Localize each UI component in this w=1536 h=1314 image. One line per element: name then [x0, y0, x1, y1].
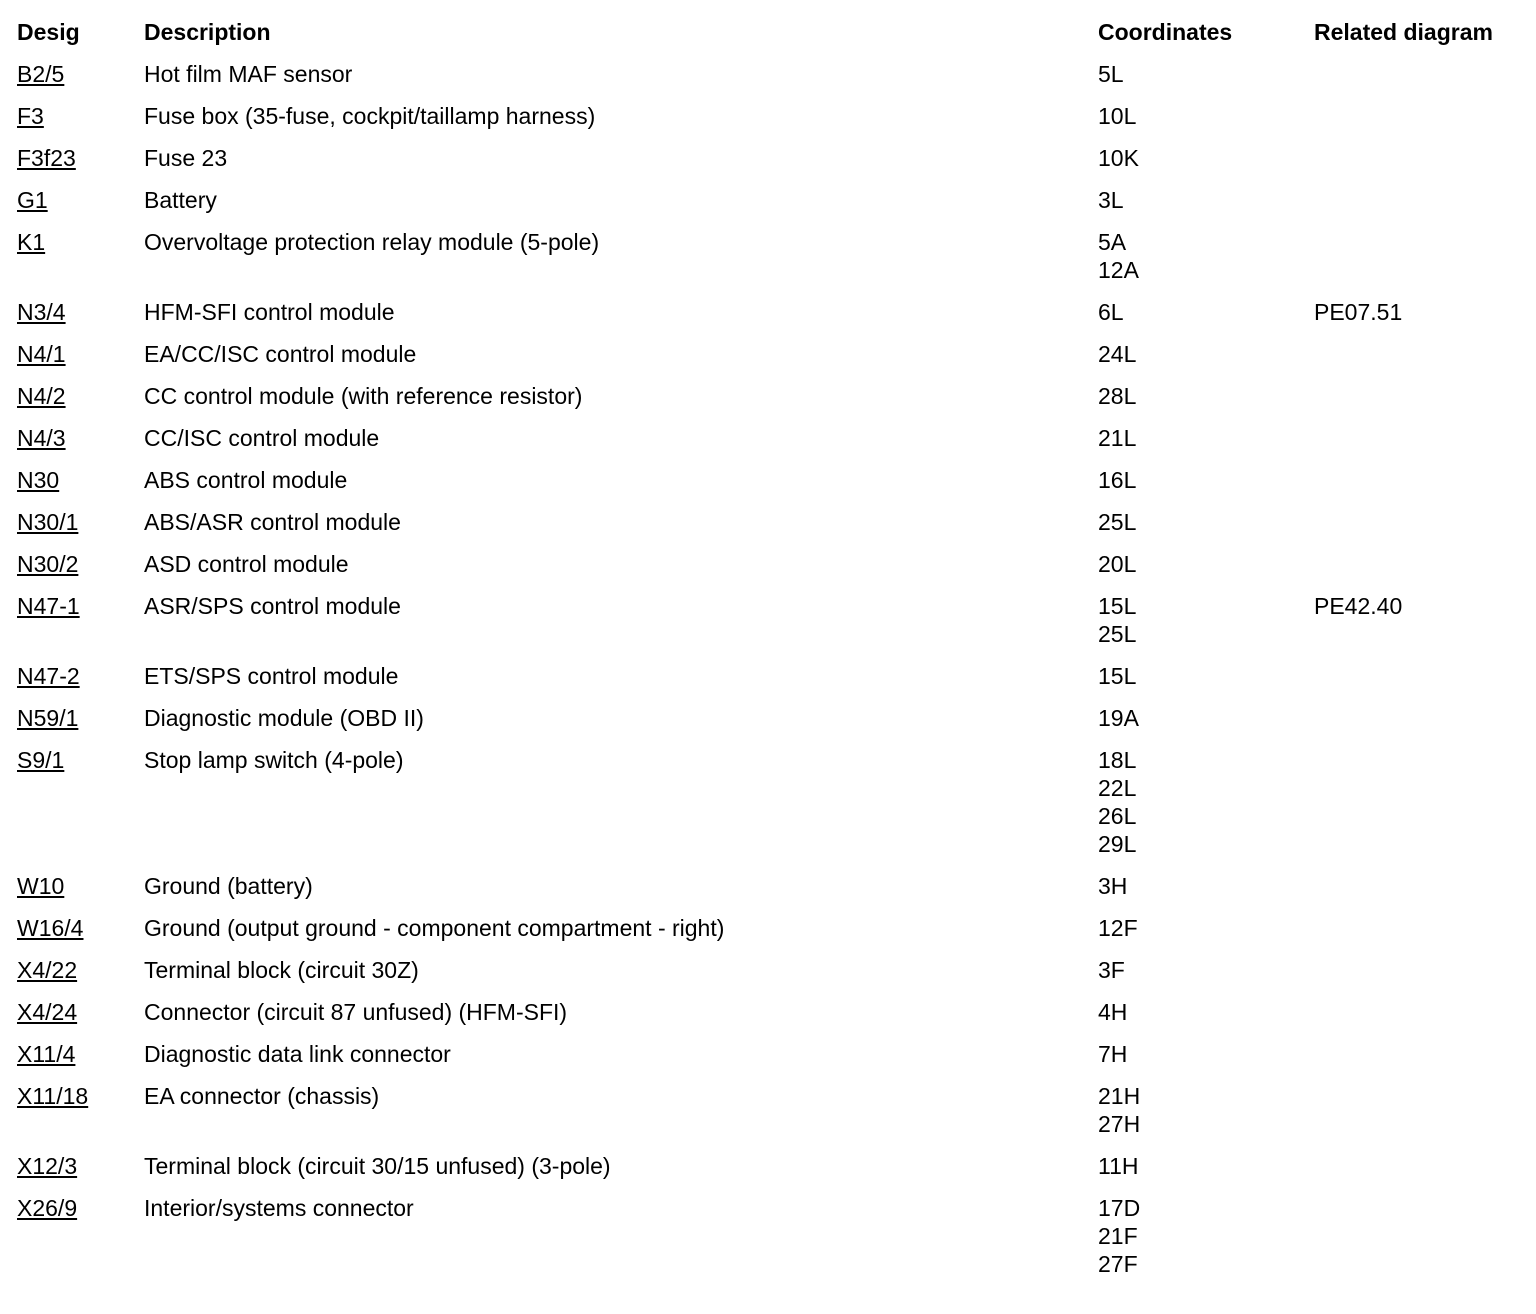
related-diagram-cell	[1314, 872, 1536, 914]
desig-cell	[0, 592, 144, 662]
coordinates-cell	[1098, 1082, 1314, 1152]
description-cell: Connector (circuit 87 unfused) (HFM-SFI)	[144, 999, 568, 1025]
coordinates-cell	[1098, 704, 1314, 746]
coordinates-cell	[1098, 662, 1314, 704]
desig-link[interactable]: N30/1	[17, 509, 79, 535]
description-cell: Stop lamp switch (4-pole)	[144, 747, 404, 773]
desig-link[interactable]: F3	[17, 103, 44, 129]
desig-cell	[0, 60, 144, 102]
coordinate-value: 27F	[1098, 1251, 1138, 1277]
table-row	[0, 914, 1536, 956]
desig-cell	[0, 340, 144, 382]
desig-link[interactable]: N30	[17, 467, 60, 493]
desig-cell	[0, 914, 144, 956]
table-row	[0, 228, 1536, 298]
desig-cell	[0, 1152, 144, 1194]
coordinate-value: 5A	[1098, 229, 1127, 255]
desig-link[interactable]: N47-2	[17, 663, 80, 689]
description-cell: Ground (battery)	[144, 873, 313, 899]
coordinates-cell	[1098, 956, 1314, 998]
desig-link[interactable]: B2/5	[17, 61, 65, 87]
header-desig: Desig	[17, 19, 80, 45]
desig-cell	[0, 550, 144, 592]
coordinates-cell	[1098, 298, 1314, 340]
coordinate-value: 5L	[1098, 61, 1124, 87]
coordinates-cell	[1098, 228, 1314, 298]
description-cell: Diagnostic module (OBD II)	[144, 705, 424, 731]
coordinate-value: 16L	[1098, 467, 1137, 493]
description-cell: Ground (output ground - component compartment - right)	[144, 915, 725, 941]
description-cell: CC control module (with reference resistor)	[144, 383, 583, 409]
table-row	[0, 102, 1536, 144]
coordinate-value: 20L	[1098, 551, 1137, 577]
coordinate-value: 25L	[1098, 509, 1137, 535]
coordinate-value: 12A	[1098, 257, 1139, 283]
table-row	[0, 1194, 1536, 1292]
coordinates-cell	[1098, 186, 1314, 228]
desig-link[interactable]: S9/1	[17, 747, 65, 773]
desig-link[interactable]: N30/2	[17, 551, 79, 577]
coordinate-value: 21F	[1098, 1223, 1138, 1249]
legend-body	[0, 60, 1536, 1292]
coordinate-value: 21L	[1098, 425, 1137, 451]
description-cell: Hot film MAF sensor	[144, 61, 353, 87]
related-diagram-cell	[1314, 956, 1536, 998]
coordinates-cell	[1098, 746, 1314, 872]
table-row	[0, 340, 1536, 382]
table-row	[0, 872, 1536, 914]
desig-link[interactable]: N4/1	[17, 341, 66, 367]
desig-cell	[0, 872, 144, 914]
description-cell: ABS control module	[144, 467, 348, 493]
desig-link[interactable]: N3/4	[17, 299, 66, 325]
description-cell: ETS/SPS control module	[144, 663, 399, 689]
desig-link[interactable]: N4/2	[17, 383, 66, 409]
desig-cell	[0, 1194, 144, 1292]
desig-cell	[0, 102, 144, 144]
desig-cell	[0, 298, 144, 340]
coordinates-cell	[1098, 102, 1314, 144]
desig-link[interactable]: X12/3	[17, 1153, 78, 1179]
related-diagram-cell: PE07.51	[1314, 299, 1403, 325]
description-cell: Interior/systems connector	[144, 1195, 414, 1221]
coordinate-value: 18L	[1098, 747, 1137, 773]
related-diagram-cell	[1314, 704, 1536, 746]
desig-cell	[0, 186, 144, 228]
description-cell: Battery	[144, 187, 217, 213]
coordinates-cell	[1098, 1152, 1314, 1194]
coordinates-cell	[1098, 466, 1314, 508]
desig-cell	[0, 144, 144, 186]
related-diagram-cell	[1314, 228, 1536, 298]
header-coordinates: Coordinates	[1098, 19, 1233, 45]
desig-link[interactable]: F3f23	[17, 145, 76, 171]
coordinates-cell	[1098, 508, 1314, 550]
table-row	[0, 382, 1536, 424]
desig-cell	[0, 704, 144, 746]
related-diagram-cell	[1314, 186, 1536, 228]
coordinate-value: 21H	[1098, 1083, 1141, 1109]
desig-cell	[0, 1040, 144, 1082]
description-cell: Terminal block (circuit 30Z)	[144, 957, 419, 983]
description-cell: CC/ISC control module	[144, 425, 380, 451]
related-diagram-cell	[1314, 340, 1536, 382]
related-diagram-cell	[1314, 1194, 1536, 1292]
description-cell: HFM-SFI control module	[144, 299, 395, 325]
coordinates-cell	[1098, 424, 1314, 466]
coordinates-cell	[1098, 592, 1314, 662]
desig-cell	[0, 998, 144, 1040]
related-diagram-cell	[1314, 382, 1536, 424]
related-diagram-cell	[1314, 662, 1536, 704]
coordinate-value: 10L	[1098, 103, 1137, 129]
description-cell: Overvoltage protection relay module (5-pole)	[144, 229, 600, 255]
table-row	[0, 424, 1536, 466]
coordinates-cell	[1098, 1040, 1314, 1082]
desig-cell	[0, 662, 144, 704]
coordinate-value: 15L	[1098, 663, 1137, 689]
table-row	[0, 704, 1536, 746]
related-diagram-cell	[1314, 1040, 1536, 1082]
coordinates-cell	[1098, 998, 1314, 1040]
related-diagram-cell	[1314, 1152, 1536, 1194]
desig-cell	[0, 228, 144, 298]
related-diagram-cell	[1314, 102, 1536, 144]
description-cell: Fuse box (35-fuse, cockpit/taillamp harness)	[144, 103, 596, 129]
table-row	[0, 144, 1536, 186]
description-cell: Diagnostic data link connector	[144, 1041, 451, 1067]
description-cell: ABS/ASR control module	[144, 509, 401, 535]
table-row	[0, 1082, 1536, 1152]
coordinate-value: 27H	[1098, 1111, 1141, 1137]
related-diagram-cell	[1314, 144, 1536, 186]
coordinates-cell	[1098, 914, 1314, 956]
table-row	[0, 466, 1536, 508]
table-row	[0, 956, 1536, 998]
table-row	[0, 60, 1536, 102]
table-row	[0, 1152, 1536, 1194]
related-diagram-cell	[1314, 508, 1536, 550]
table-row	[0, 998, 1536, 1040]
coordinate-value: 17D	[1098, 1195, 1141, 1221]
related-diagram-cell	[1314, 998, 1536, 1040]
coordinates-cell	[1098, 144, 1314, 186]
coordinates-cell	[1098, 60, 1314, 102]
header-row	[0, 0, 1536, 60]
coordinate-value: 10K	[1098, 145, 1139, 171]
desig-link[interactable]: X4/22	[17, 957, 78, 983]
desig-link[interactable]: W16/4	[17, 915, 84, 941]
coordinate-value: 3F	[1098, 957, 1125, 983]
table-row	[0, 550, 1536, 592]
desig-link[interactable]: N47-1	[17, 593, 80, 619]
description-cell: EA/CC/ISC control module	[144, 341, 417, 367]
header-description: Description	[144, 19, 271, 45]
desig-link[interactable]: N4/3	[17, 425, 66, 451]
related-diagram-cell	[1314, 1082, 1536, 1152]
description-cell: ASD control module	[144, 551, 349, 577]
desig-link[interactable]: K1	[17, 229, 46, 255]
coordinate-value: 12F	[1098, 915, 1138, 941]
coordinate-value: 25L	[1098, 621, 1137, 647]
desig-cell	[0, 956, 144, 998]
coordinate-value: 7H	[1098, 1041, 1128, 1067]
desig-link[interactable]: X4/24	[17, 999, 78, 1025]
table-row	[0, 746, 1536, 872]
coordinate-value: 3L	[1098, 187, 1124, 213]
coordinates-cell	[1098, 382, 1314, 424]
related-diagram-cell	[1314, 550, 1536, 592]
table-row	[0, 508, 1536, 550]
coordinate-value: 28L	[1098, 383, 1137, 409]
coordinate-value: 15L	[1098, 593, 1137, 619]
table-row	[0, 1040, 1536, 1082]
description-cell: Terminal block (circuit 30/15 unfused) (3-pole)	[144, 1153, 611, 1179]
related-diagram-cell	[1314, 60, 1536, 102]
table-row	[0, 298, 1536, 340]
table-row	[0, 592, 1536, 662]
coordinate-value: 19A	[1098, 705, 1139, 731]
coordinate-value: 24L	[1098, 341, 1137, 367]
coordinates-cell	[1098, 1194, 1314, 1292]
desig-cell	[0, 508, 144, 550]
table-row	[0, 186, 1536, 228]
desig-cell	[0, 746, 144, 872]
coordinate-value: 26L	[1098, 803, 1137, 829]
description-cell: EA connector (chassis)	[144, 1083, 380, 1109]
desig-link[interactable]: W10	[17, 873, 65, 899]
table-row	[0, 662, 1536, 704]
desig-link[interactable]: X11/4	[17, 1041, 76, 1067]
coordinate-value: 3H	[1098, 873, 1128, 899]
description-cell: Fuse 23	[144, 145, 228, 171]
coordinate-value: 4H	[1098, 999, 1128, 1025]
related-diagram-cell	[1314, 914, 1536, 956]
coordinates-cell	[1098, 550, 1314, 592]
coordinate-value: 6L	[1098, 299, 1124, 325]
desig-link[interactable]: X26/9	[17, 1195, 78, 1221]
related-diagram-cell: PE42.40	[1314, 593, 1403, 619]
coordinates-cell	[1098, 340, 1314, 382]
desig-link[interactable]: X11/18	[17, 1083, 89, 1109]
desig-link[interactable]: N59/1	[17, 705, 79, 731]
desig-link[interactable]: G1	[17, 187, 48, 213]
desig-cell	[0, 466, 144, 508]
related-diagram-cell	[1314, 466, 1536, 508]
coordinate-value: 11H	[1098, 1153, 1139, 1179]
desig-cell	[0, 424, 144, 466]
desig-cell	[0, 1082, 144, 1152]
coordinates-cell	[1098, 872, 1314, 914]
related-diagram-cell	[1314, 746, 1536, 872]
description-cell: ASR/SPS control module	[144, 593, 401, 619]
coordinate-value: 22L	[1098, 775, 1137, 801]
header-related-diagram: Related diagram	[1314, 19, 1493, 45]
coordinate-value: 29L	[1098, 831, 1137, 857]
related-diagram-cell	[1314, 424, 1536, 466]
desig-cell	[0, 382, 144, 424]
